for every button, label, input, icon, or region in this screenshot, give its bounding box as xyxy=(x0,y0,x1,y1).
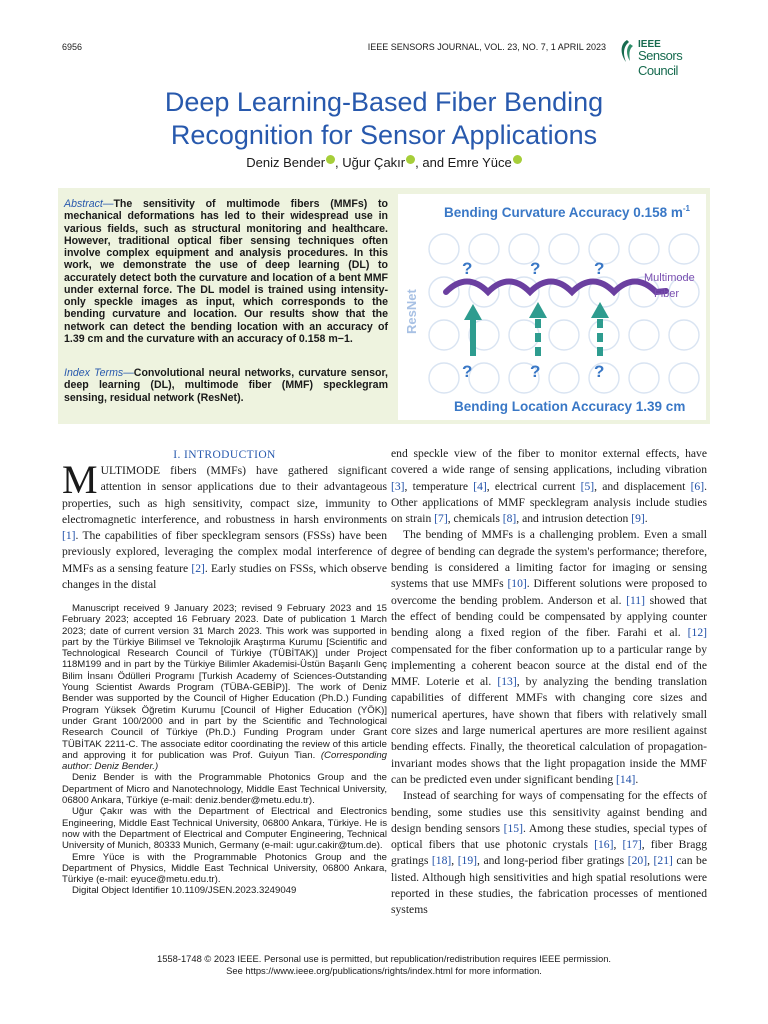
citation-link[interactable]: [9] xyxy=(631,512,645,526)
intro-paragraph-bending: The bending of MMFs is a challenging problem. Even a small degree of bending can degrade the system's performance; therefore, bending is considered a limiting factor for imaging or sensing systems that use MMFs [10]. Different solutions were proposed to overcome the bending problem. Anderson et al. [11] showed that the effect of bending could be compensated by applying counter bending along a fixed region of the fiber. Farahi et al. [12] compensated for the fiber conformation up to a particular range by implementing a coherent beacon source at the distal end of the MMF. Loterie et al. [13], by analyzing the bending translation capabilities of different MMFs with changing core sizes and numerical apertures, have shown that fibers with relatively small core sizes and large numerical apertures are more resilient against bending effects. Finally, the theoretical calculation of propagation-invariant modes shows that the light propagation inside the MMF can be predicted even under significant bending [14]. xyxy=(391,528,707,786)
abstract-body: The sensitivity of multimode fibers (MMFs) to mechanical deformations has led to their widespread use in various fields, such as structural monitoring and healthcare. However, traditional optical fiber sensing techniques often involve complex equipment and analysis procedures. In this work, we demonstrate the use of deep learning (DL) to accurately detect both the curvature and location of a bent MMF under external force. The DL model is trained using intensity-only speckle images as input, which corresponds to the bending curvature and location. Our results show that the network can detect the bending location with an accuracy of 1.39 cm and the curvature with an accuracy of 0.158 m−1. xyxy=(64,198,388,345)
author-name: and Emre Yüce xyxy=(422,155,512,170)
citation-link[interactable]: [21] xyxy=(653,854,673,868)
citation-link[interactable]: [3] xyxy=(391,479,405,493)
fiber-label-line-1: Multimode xyxy=(644,272,695,284)
graphical-abstract-figure xyxy=(398,194,706,420)
resnet-label: ResNet xyxy=(404,289,419,334)
page-number: 6956 xyxy=(62,42,83,52)
unknown-curvature-mark: ? xyxy=(530,259,541,278)
sensors-council-mark-icon xyxy=(617,38,637,64)
index-terms xyxy=(64,367,388,404)
footnote-manuscript-info: Manuscript received 9 January 2023; revised 9 February 2023 and 15 February 2023; accepted 16 February 2023. Date of publication 1 March 2023; date of current version 31 March 2023. This work was supported in part by the Türkiye Bilimsel ve Teknolojik Araştırma Kurumu [Scientific and Technological Research Council of Türkiye (TÜBİTAK)] under Project 118M199 and in part by the Türkiye Bilimler Akademisi-Üstün Başarılı Genç Bilim İnsanı Ödülleri Programı [Turkish Academy of Sciences-Outstanding Young Scientist Awards Program (TÜBA-GEBİP)]. The work of Deniz Bender was supported by the Council of Higher Education (Ph.D.) Funding Program Yüksek Öğretim Kurumu [Council of Higher Education (YÖK)] under Grant 100/2000 and in part by the Scientific and Technological Research Council of Türkiye (Ph.D.) Funding Program under Grant TÜBİTAK 2211-C. The associate editor coordinating the review of this article and approving it for publication was Prof. Guiyun Tian. (Corresponding author: Deniz Bender.) xyxy=(62,603,387,773)
intro-paragraph-sensors: Instead of searching for ways of compensating for the effects of bending, some studies use this sensitivity against bending and design bending sensors [15]. Among these studies, special types of optical fibers that use photonic crystals [16], [17], fiber Bragg gratings [18], [19], and long-period fiber gratings [20], [21] can be listed. Although high sensitivities and high spatial resolutions were reported in these studies, the fabrication processes of mentioned systems xyxy=(391,789,708,917)
abstract-lead: Abstract— xyxy=(64,198,114,210)
author-list: Deniz Bender , Uğur Çakır , and Emre Yüce xyxy=(60,155,708,170)
sensors-council-logo xyxy=(617,38,713,78)
title-line-1: Deep Learning-Based Fiber Bending xyxy=(164,87,604,117)
footnote-author-affiliation: Deniz Bender is with the Programmable Photonics Group and the Department of Micro and Nanotechnology, Middle East Technical University, 06800 Ankara, Türkiye (e-mail: deniz.bender@metu.edu.tr). xyxy=(62,772,387,807)
logo-ieee-text: IEEE xyxy=(638,39,661,50)
citation-link[interactable]: [12] xyxy=(687,626,707,640)
abstract xyxy=(64,198,388,345)
logo-council-text: Sensors Council xyxy=(638,48,683,78)
title-line-2: Recognition for Sensor Applications xyxy=(170,120,598,150)
unknown-curvature-mark: ? xyxy=(462,259,473,278)
unknown-location-mark: ? xyxy=(462,362,473,381)
citation-link[interactable]: [13] xyxy=(497,675,517,689)
citation-link[interactable]: [1] xyxy=(62,529,76,543)
index-terms-lead: Index Terms— xyxy=(64,367,134,379)
footnote-author-affiliation: Uğur Çakır was with the Department of Electrical and Electronics Engineering, Middle East Technical University, 06800 Ankara, Türkiye. He is now with the Department of Electrical and Computer Engineering, Technical University of Munich, 80333 Munich, Germany (e-mail: ugur.cakir@tum.de). xyxy=(62,806,387,852)
orcid-icon[interactable] xyxy=(406,155,415,164)
citation-link[interactable]: [5] xyxy=(580,479,595,493)
section-heading-introduction: I. INTRODUCTION xyxy=(173,449,276,461)
citation-link[interactable]: [20] xyxy=(627,854,648,868)
rights-link-line[interactable]: See https://www.ieee.org/publications/rights/index.html for more information. xyxy=(226,965,542,976)
footnotes xyxy=(62,603,387,897)
dropcap-letter: M xyxy=(62,457,98,502)
orcid-icon[interactable] xyxy=(513,155,522,164)
intro-first-word: ULTIMODE xyxy=(100,464,161,477)
citation-link[interactable]: [19] xyxy=(457,854,478,868)
citation-link[interactable]: [18] xyxy=(431,854,452,868)
unknown-location-mark: ? xyxy=(530,362,541,381)
orcid-icon[interactable] xyxy=(326,155,335,164)
citation-link[interactable]: [10] xyxy=(507,577,527,591)
citation-link[interactable]: [2] xyxy=(191,561,205,575)
paper-title xyxy=(60,86,708,152)
footnote-doi: Digital Object Identifier 10.1109/JSEN.2023.3249049 xyxy=(72,885,297,897)
intro-paragraph-1: MULTIMODE fibers (MMFs) have gathered significant attention in sensor applications due to their advantageous properties, such as high sensitivity, compact size, immunity to electromagnetic interference, and robustness in harsh environments [1]. The capabilities of fiber specklegram sensors (FSSs) have been previously explored, leveraging the complex modal interference of MMFs as a sensing feature [2]. Early studies on FSSs, which observe changes in the distal xyxy=(62,457,387,592)
citation-link[interactable]: [4] xyxy=(473,479,487,493)
intro-paragraph-continued: end speckle view of the fiber to monitor external effects, have covered a wide range of sensing applications, including vibration [3], temperature [4], electrical current [5], and displacement [6]. Other applications of MMF specklegram analysis include studies on strain [7], chemicals [8], and intrusion detection [9]. xyxy=(391,447,707,526)
citation-link[interactable]: [8] xyxy=(502,512,517,526)
citation-link[interactable]: [11] xyxy=(626,593,645,607)
author-name: Uğur Çakır xyxy=(342,155,406,170)
location-accuracy-label: Bending Location Accuracy 1.39 cm xyxy=(454,399,686,414)
footnote-author-affiliation: Emre Yüce is with the Programmable Photonics Group and the Department of Physics, Middle East Technical University, 06800 Ankara, Türkiye (e-mail: eyuce@metu.edu.tr). xyxy=(62,851,387,886)
citation-link[interactable]: [6] xyxy=(690,479,705,493)
unknown-location-mark: ? xyxy=(594,362,605,381)
fiber-label-line-2: Fiber xyxy=(654,288,680,300)
citation-link[interactable]: [14] xyxy=(616,772,636,786)
index-terms-body: Convolutional neural networks, curvature sensor, deep learning (DL), multimode fiber (MMF) specklegram sensing, residual network (ResNet). xyxy=(64,367,388,404)
copyright-line: 1558-1748 © 2023 IEEE. Personal use is permitted, but republication/redistribution requires IEEE permission. xyxy=(156,953,612,964)
copyright-footer xyxy=(60,953,708,977)
unknown-curvature-mark: ? xyxy=(594,259,605,278)
citation-link[interactable]: [16] xyxy=(594,838,614,852)
journal-citation: IEEE SENSORS JOURNAL, VOL. 23, NO. 7, 1 APRIL 2023 xyxy=(367,42,606,52)
intro-column-2 xyxy=(391,446,707,919)
citation-link[interactable]: [17] xyxy=(622,838,642,852)
citation-link[interactable]: [7] xyxy=(434,512,448,526)
citation-link[interactable]: [15] xyxy=(503,821,523,835)
curvature-accuracy-label: Bending Curvature Accuracy 0.158 $m^{-1}$ xyxy=(444,204,690,220)
author-name: Deniz Bender xyxy=(246,155,326,170)
